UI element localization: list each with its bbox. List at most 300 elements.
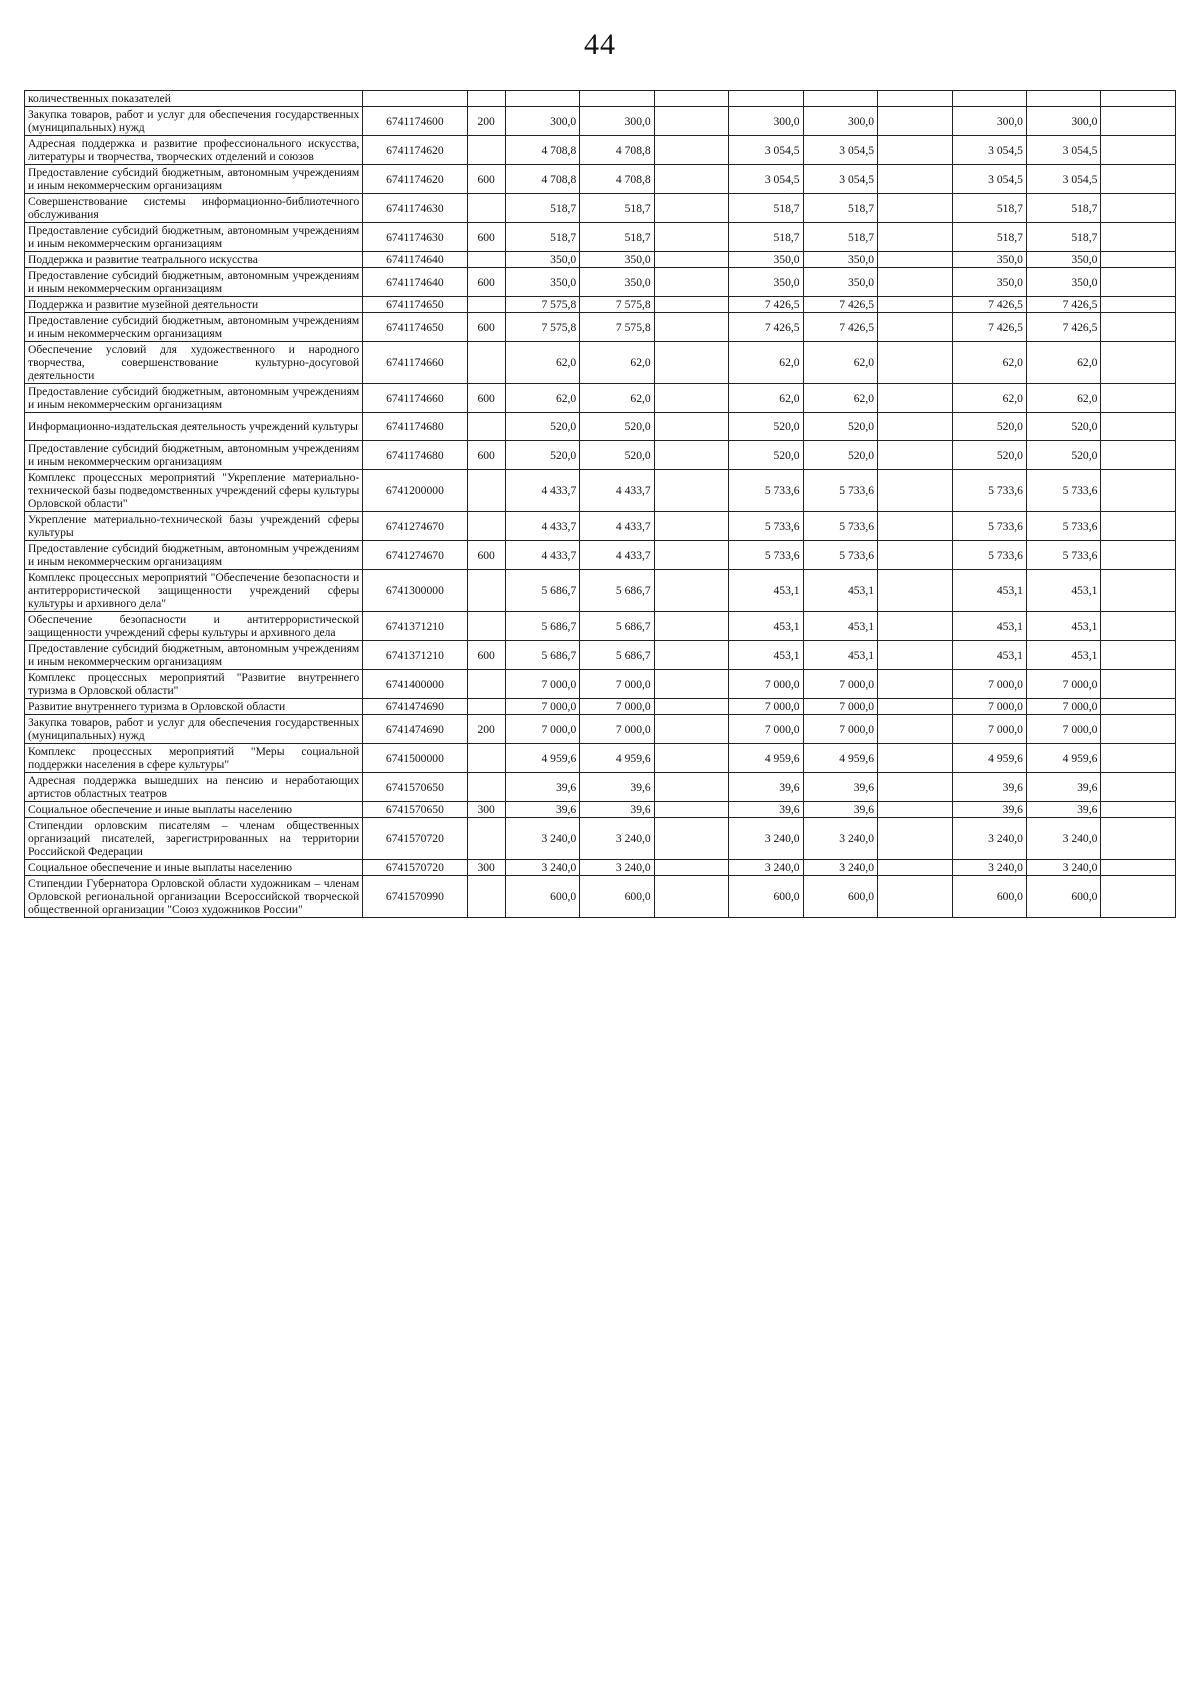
value-8-cell: 62,0 xyxy=(1026,384,1100,413)
value-1-cell: 5 686,7 xyxy=(505,641,579,670)
value-2-cell: 62,0 xyxy=(580,342,654,384)
value-4-cell: 5 733,6 xyxy=(729,541,803,570)
value-1-cell: 5 686,7 xyxy=(505,612,579,641)
value-9-cell xyxy=(1101,699,1176,715)
value-9-cell xyxy=(1101,223,1176,252)
value-3-cell xyxy=(654,384,728,413)
value-8-cell: 518,7 xyxy=(1026,223,1100,252)
value-9-cell xyxy=(1101,641,1176,670)
value-6-cell xyxy=(878,384,952,413)
value-2-cell: 39,6 xyxy=(580,773,654,802)
row-name-cell: Предоставление субсидий бюджетным, автономным учреждениям и иным некоммерческим организациям xyxy=(25,223,363,252)
expense-type-cell xyxy=(467,342,505,384)
value-6-cell xyxy=(878,136,952,165)
value-8-cell: 3 240,0 xyxy=(1026,860,1100,876)
value-1-cell: 39,6 xyxy=(505,773,579,802)
value-7-cell xyxy=(952,91,1026,107)
value-9-cell xyxy=(1101,818,1176,860)
value-3-cell xyxy=(654,194,728,223)
value-2-cell: 518,7 xyxy=(580,223,654,252)
value-8-cell: 518,7 xyxy=(1026,194,1100,223)
value-1-cell: 4 708,8 xyxy=(505,165,579,194)
value-6-cell xyxy=(878,860,952,876)
expense-type-cell: 600 xyxy=(467,441,505,470)
budget-code-cell: 6741174650 xyxy=(363,313,467,342)
value-3-cell xyxy=(654,570,728,612)
value-5-cell: 7 000,0 xyxy=(803,670,877,699)
value-9-cell xyxy=(1101,413,1176,441)
table-row xyxy=(25,470,1176,512)
table-row xyxy=(25,194,1176,223)
budget-code-cell: 6741174630 xyxy=(363,194,467,223)
value-1-cell: 62,0 xyxy=(505,384,579,413)
value-8-cell: 7 000,0 xyxy=(1026,715,1100,744)
table-row xyxy=(25,715,1176,744)
value-4-cell: 39,6 xyxy=(729,802,803,818)
value-5-cell: 62,0 xyxy=(803,342,877,384)
row-name-cell: Предоставление субсидий бюджетным, автономным учреждениям и иным некоммерческим организациям xyxy=(25,268,363,297)
budget-code-cell: 6741400000 xyxy=(363,670,467,699)
value-9-cell xyxy=(1101,612,1176,641)
budget-code-cell: 6741174680 xyxy=(363,441,467,470)
value-2-cell: 39,6 xyxy=(580,802,654,818)
value-2-cell: 350,0 xyxy=(580,268,654,297)
value-6-cell xyxy=(878,670,952,699)
value-5-cell: 518,7 xyxy=(803,223,877,252)
value-6-cell xyxy=(878,773,952,802)
value-4-cell: 520,0 xyxy=(729,441,803,470)
row-name-cell: Развитие внутреннего туризма в Орловской области xyxy=(25,699,363,715)
expense-type-cell xyxy=(467,470,505,512)
value-3-cell xyxy=(654,223,728,252)
value-6-cell xyxy=(878,470,952,512)
row-name-cell: Стипендии Губернатора Орловской области художникам – членам Орловской региональной организации Всероссийской творческой общественной организации "Союз художников России" xyxy=(25,876,363,918)
value-8-cell: 4 959,6 xyxy=(1026,744,1100,773)
value-9-cell xyxy=(1101,297,1176,313)
value-6-cell xyxy=(878,194,952,223)
value-6-cell xyxy=(878,268,952,297)
value-6-cell xyxy=(878,715,952,744)
value-7-cell: 4 959,6 xyxy=(952,744,1026,773)
value-7-cell: 520,0 xyxy=(952,413,1026,441)
value-7-cell: 7 426,5 xyxy=(952,313,1026,342)
value-1-cell: 350,0 xyxy=(505,268,579,297)
value-6-cell xyxy=(878,441,952,470)
value-1-cell: 520,0 xyxy=(505,413,579,441)
value-4-cell: 62,0 xyxy=(729,384,803,413)
expense-type-cell: 600 xyxy=(467,641,505,670)
table-row xyxy=(25,313,1176,342)
value-2-cell: 7 000,0 xyxy=(580,715,654,744)
value-5-cell: 4 959,6 xyxy=(803,744,877,773)
value-9-cell xyxy=(1101,384,1176,413)
value-2-cell xyxy=(580,91,654,107)
value-8-cell: 39,6 xyxy=(1026,802,1100,818)
value-9-cell xyxy=(1101,773,1176,802)
value-6-cell xyxy=(878,570,952,612)
value-7-cell: 453,1 xyxy=(952,570,1026,612)
value-9-cell xyxy=(1101,802,1176,818)
budget-table-container xyxy=(24,90,1176,918)
value-1-cell: 600,0 xyxy=(505,876,579,918)
value-7-cell: 453,1 xyxy=(952,641,1026,670)
row-name-cell: Укрепление материально-технической базы учреждений сферы культуры xyxy=(25,512,363,541)
budget-code-cell: 6741570720 xyxy=(363,818,467,860)
value-6-cell xyxy=(878,165,952,194)
value-4-cell: 39,6 xyxy=(729,773,803,802)
value-5-cell: 3 240,0 xyxy=(803,860,877,876)
value-8-cell: 3 054,5 xyxy=(1026,136,1100,165)
budget-code-cell: 6741474690 xyxy=(363,715,467,744)
budget-code-cell: 6741174600 xyxy=(363,107,467,136)
value-4-cell: 3 054,5 xyxy=(729,136,803,165)
value-5-cell: 5 733,6 xyxy=(803,541,877,570)
value-5-cell: 5 733,6 xyxy=(803,470,877,512)
row-name-cell: Предоставление субсидий бюджетным, автономным учреждениям и иным некоммерческим организациям xyxy=(25,641,363,670)
value-7-cell: 7 000,0 xyxy=(952,715,1026,744)
value-1-cell: 518,7 xyxy=(505,223,579,252)
value-5-cell: 453,1 xyxy=(803,612,877,641)
row-name-cell: Социальное обеспечение и иные выплаты населению xyxy=(25,802,363,818)
value-4-cell: 518,7 xyxy=(729,194,803,223)
value-1-cell: 3 240,0 xyxy=(505,860,579,876)
value-4-cell: 5 733,6 xyxy=(729,512,803,541)
value-2-cell: 7 575,8 xyxy=(580,297,654,313)
value-3-cell xyxy=(654,313,728,342)
table-row xyxy=(25,107,1176,136)
value-2-cell: 4 708,8 xyxy=(580,136,654,165)
value-7-cell: 39,6 xyxy=(952,773,1026,802)
row-name-cell: Адресная поддержка и развитие профессионального искусства, литературы и творчества, творческих отделений и союзов xyxy=(25,136,363,165)
table-row xyxy=(25,802,1176,818)
value-7-cell: 453,1 xyxy=(952,612,1026,641)
value-8-cell: 520,0 xyxy=(1026,441,1100,470)
value-1-cell: 4 433,7 xyxy=(505,541,579,570)
expense-type-cell: 300 xyxy=(467,802,505,818)
expense-type-cell xyxy=(467,612,505,641)
value-5-cell: 7 426,5 xyxy=(803,297,877,313)
value-4-cell: 7 426,5 xyxy=(729,313,803,342)
value-4-cell: 518,7 xyxy=(729,223,803,252)
value-5-cell: 3 054,5 xyxy=(803,165,877,194)
value-9-cell xyxy=(1101,91,1176,107)
value-1-cell: 7 000,0 xyxy=(505,670,579,699)
value-2-cell: 300,0 xyxy=(580,107,654,136)
expense-type-cell xyxy=(467,570,505,612)
expense-type-cell: 600 xyxy=(467,165,505,194)
value-2-cell: 5 686,7 xyxy=(580,570,654,612)
row-name-cell: Предоставление субсидий бюджетным, автономным учреждениям и иным некоммерческим организациям xyxy=(25,384,363,413)
value-7-cell: 7 426,5 xyxy=(952,297,1026,313)
value-7-cell: 350,0 xyxy=(952,268,1026,297)
value-2-cell: 7 000,0 xyxy=(580,699,654,715)
budget-code-cell xyxy=(363,91,467,107)
value-9-cell xyxy=(1101,541,1176,570)
value-4-cell: 453,1 xyxy=(729,612,803,641)
value-3-cell xyxy=(654,268,728,297)
value-1-cell: 4 959,6 xyxy=(505,744,579,773)
value-6-cell xyxy=(878,876,952,918)
value-8-cell: 7 000,0 xyxy=(1026,699,1100,715)
expense-type-cell xyxy=(467,413,505,441)
expense-type-cell xyxy=(467,194,505,223)
value-3-cell xyxy=(654,413,728,441)
table-row xyxy=(25,252,1176,268)
budget-code-cell: 6741174680 xyxy=(363,413,467,441)
value-6-cell xyxy=(878,699,952,715)
budget-code-cell: 6741500000 xyxy=(363,744,467,773)
value-9-cell xyxy=(1101,165,1176,194)
value-7-cell: 7 000,0 xyxy=(952,699,1026,715)
value-7-cell: 520,0 xyxy=(952,441,1026,470)
value-6-cell xyxy=(878,818,952,860)
value-3-cell xyxy=(654,699,728,715)
value-6-cell xyxy=(878,342,952,384)
value-9-cell xyxy=(1101,715,1176,744)
value-9-cell xyxy=(1101,194,1176,223)
budget-code-cell: 6741174630 xyxy=(363,223,467,252)
row-name-cell: Предоставление субсидий бюджетным, автономным учреждениям и иным некоммерческим организациям xyxy=(25,313,363,342)
value-9-cell xyxy=(1101,313,1176,342)
value-4-cell: 600,0 xyxy=(729,876,803,918)
expense-type-cell xyxy=(467,512,505,541)
value-5-cell: 350,0 xyxy=(803,268,877,297)
value-1-cell: 62,0 xyxy=(505,342,579,384)
value-7-cell: 39,6 xyxy=(952,802,1026,818)
table-row xyxy=(25,641,1176,670)
value-2-cell: 520,0 xyxy=(580,441,654,470)
value-3-cell xyxy=(654,136,728,165)
value-3-cell xyxy=(654,470,728,512)
value-7-cell: 62,0 xyxy=(952,342,1026,384)
value-5-cell: 350,0 xyxy=(803,252,877,268)
value-4-cell: 3 240,0 xyxy=(729,818,803,860)
expense-type-cell xyxy=(467,818,505,860)
table-row xyxy=(25,384,1176,413)
value-4-cell: 350,0 xyxy=(729,268,803,297)
value-4-cell: 7 000,0 xyxy=(729,699,803,715)
value-7-cell: 3 240,0 xyxy=(952,860,1026,876)
value-4-cell: 453,1 xyxy=(729,641,803,670)
budget-code-cell: 6741274670 xyxy=(363,541,467,570)
value-2-cell: 7 575,8 xyxy=(580,313,654,342)
value-8-cell: 7 000,0 xyxy=(1026,670,1100,699)
value-5-cell: 520,0 xyxy=(803,413,877,441)
expense-type-cell: 600 xyxy=(467,313,505,342)
budget-code-cell: 6741174640 xyxy=(363,252,467,268)
value-8-cell xyxy=(1026,91,1100,107)
table-row xyxy=(25,165,1176,194)
value-6-cell xyxy=(878,252,952,268)
value-7-cell: 5 733,6 xyxy=(952,512,1026,541)
row-name-cell: Комплекс процессных мероприятий "Укрепление материально-технической базы подведомственных учреждений сферы культуры Орловской области" xyxy=(25,470,363,512)
value-9-cell xyxy=(1101,441,1176,470)
value-2-cell: 4 433,7 xyxy=(580,470,654,512)
row-name-cell: Поддержка и развитие музейной деятельности xyxy=(25,297,363,313)
value-7-cell: 350,0 xyxy=(952,252,1026,268)
value-8-cell: 3 054,5 xyxy=(1026,165,1100,194)
value-2-cell: 4 959,6 xyxy=(580,744,654,773)
expense-type-cell xyxy=(467,744,505,773)
value-5-cell: 7 000,0 xyxy=(803,715,877,744)
value-1-cell: 7 575,8 xyxy=(505,297,579,313)
value-8-cell: 62,0 xyxy=(1026,342,1100,384)
table-row xyxy=(25,670,1176,699)
row-name-cell: Адресная поддержка вышедших на пенсию и неработающих артистов областных театров xyxy=(25,773,363,802)
value-8-cell: 7 426,5 xyxy=(1026,313,1100,342)
value-1-cell: 4 433,7 xyxy=(505,470,579,512)
value-7-cell: 3 054,5 xyxy=(952,136,1026,165)
expense-type-cell xyxy=(467,136,505,165)
value-3-cell xyxy=(654,715,728,744)
value-9-cell xyxy=(1101,512,1176,541)
value-9-cell xyxy=(1101,252,1176,268)
value-4-cell: 3 240,0 xyxy=(729,860,803,876)
value-8-cell: 600,0 xyxy=(1026,876,1100,918)
value-3-cell xyxy=(654,441,728,470)
value-3-cell xyxy=(654,512,728,541)
expense-type-cell: 300 xyxy=(467,860,505,876)
table-row xyxy=(25,612,1176,641)
row-name-cell: Предоставление субсидий бюджетным, автономным учреждениям и иным некоммерческим организациям xyxy=(25,441,363,470)
budget-table xyxy=(24,90,1176,918)
table-body xyxy=(25,91,1176,918)
budget-code-cell: 6741570720 xyxy=(363,860,467,876)
budget-code-cell: 6741474690 xyxy=(363,699,467,715)
table-row xyxy=(25,860,1176,876)
value-8-cell: 350,0 xyxy=(1026,268,1100,297)
value-2-cell: 62,0 xyxy=(580,384,654,413)
value-4-cell: 5 733,6 xyxy=(729,470,803,512)
value-3-cell xyxy=(654,860,728,876)
value-1-cell: 7 000,0 xyxy=(505,699,579,715)
value-6-cell xyxy=(878,413,952,441)
row-name-cell: Обеспечение безопасности и антитеррористической защищенности учреждений сферы культуры и архивного дела xyxy=(25,612,363,641)
value-8-cell: 7 426,5 xyxy=(1026,297,1100,313)
value-4-cell: 3 054,5 xyxy=(729,165,803,194)
value-8-cell: 5 733,6 xyxy=(1026,512,1100,541)
row-name-cell: Стипендии орловским писателям – членам общественных организаций писателей, зарегистрированных на территории Российской Федерации xyxy=(25,818,363,860)
value-2-cell: 4 433,7 xyxy=(580,541,654,570)
table-row xyxy=(25,223,1176,252)
row-name-cell: Социальное обеспечение и иные выплаты населению xyxy=(25,860,363,876)
value-7-cell: 518,7 xyxy=(952,194,1026,223)
value-7-cell: 7 000,0 xyxy=(952,670,1026,699)
value-6-cell xyxy=(878,802,952,818)
value-9-cell xyxy=(1101,268,1176,297)
row-name-cell: Комплекс процессных мероприятий "Обеспечение безопасности и антитеррористической защищенности учреждений сферы культуры и архивного дела" xyxy=(25,570,363,612)
value-5-cell: 300,0 xyxy=(803,107,877,136)
value-4-cell: 7 000,0 xyxy=(729,715,803,744)
value-2-cell: 3 240,0 xyxy=(580,860,654,876)
value-1-cell: 39,6 xyxy=(505,802,579,818)
value-2-cell: 5 686,7 xyxy=(580,612,654,641)
expense-type-cell xyxy=(467,699,505,715)
value-9-cell xyxy=(1101,570,1176,612)
value-8-cell: 300,0 xyxy=(1026,107,1100,136)
budget-code-cell: 6741371210 xyxy=(363,612,467,641)
page-number: 44 xyxy=(584,28,616,61)
value-5-cell: 518,7 xyxy=(803,194,877,223)
value-5-cell: 453,1 xyxy=(803,641,877,670)
value-5-cell: 39,6 xyxy=(803,802,877,818)
value-5-cell: 600,0 xyxy=(803,876,877,918)
value-1-cell: 5 686,7 xyxy=(505,570,579,612)
row-name-cell: Поддержка и развитие театрального искусства xyxy=(25,252,363,268)
value-1-cell: 3 240,0 xyxy=(505,818,579,860)
value-9-cell xyxy=(1101,860,1176,876)
value-4-cell xyxy=(729,91,803,107)
value-1-cell: 4 708,8 xyxy=(505,136,579,165)
value-5-cell: 39,6 xyxy=(803,773,877,802)
table-row xyxy=(25,91,1176,107)
value-9-cell xyxy=(1101,136,1176,165)
value-3-cell xyxy=(654,107,728,136)
budget-code-cell: 6741300000 xyxy=(363,570,467,612)
value-8-cell: 453,1 xyxy=(1026,612,1100,641)
value-3-cell xyxy=(654,297,728,313)
expense-type-cell xyxy=(467,773,505,802)
expense-type-cell: 200 xyxy=(467,107,505,136)
table-row xyxy=(25,818,1176,860)
row-name-cell: Обеспечение условий для художественного и народного творчества, совершенствование культурно-досуговой деятельности xyxy=(25,342,363,384)
table-row xyxy=(25,512,1176,541)
value-8-cell: 453,1 xyxy=(1026,641,1100,670)
expense-type-cell xyxy=(467,297,505,313)
value-7-cell: 62,0 xyxy=(952,384,1026,413)
expense-type-cell xyxy=(467,876,505,918)
value-4-cell: 300,0 xyxy=(729,107,803,136)
value-7-cell: 5 733,6 xyxy=(952,470,1026,512)
value-2-cell: 518,7 xyxy=(580,194,654,223)
value-7-cell: 5 733,6 xyxy=(952,541,1026,570)
value-3-cell xyxy=(654,252,728,268)
value-2-cell: 350,0 xyxy=(580,252,654,268)
value-5-cell: 3 054,5 xyxy=(803,136,877,165)
value-6-cell xyxy=(878,313,952,342)
row-name-cell: Закупка товаров, работ и услуг для обеспечения государственных (муниципальных) нужд xyxy=(25,107,363,136)
value-4-cell: 350,0 xyxy=(729,252,803,268)
value-2-cell: 5 686,7 xyxy=(580,641,654,670)
value-5-cell: 520,0 xyxy=(803,441,877,470)
value-8-cell: 39,6 xyxy=(1026,773,1100,802)
value-1-cell: 7 575,8 xyxy=(505,313,579,342)
value-1-cell: 7 000,0 xyxy=(505,715,579,744)
table-row xyxy=(25,297,1176,313)
budget-code-cell: 6741570650 xyxy=(363,773,467,802)
value-3-cell xyxy=(654,744,728,773)
value-2-cell: 3 240,0 xyxy=(580,818,654,860)
budget-code-cell: 6741570990 xyxy=(363,876,467,918)
table-row xyxy=(25,570,1176,612)
value-8-cell: 3 240,0 xyxy=(1026,818,1100,860)
value-6-cell xyxy=(878,541,952,570)
value-7-cell: 300,0 xyxy=(952,107,1026,136)
expense-type-cell xyxy=(467,91,505,107)
row-name-cell: Комплекс процессных мероприятий "Развитие внутреннего туризма в Орловской области" xyxy=(25,670,363,699)
value-6-cell xyxy=(878,297,952,313)
value-8-cell: 350,0 xyxy=(1026,252,1100,268)
value-8-cell: 5 733,6 xyxy=(1026,541,1100,570)
value-6-cell xyxy=(878,91,952,107)
value-4-cell: 62,0 xyxy=(729,342,803,384)
value-1-cell: 4 433,7 xyxy=(505,512,579,541)
value-4-cell: 4 959,6 xyxy=(729,744,803,773)
value-5-cell: 7 000,0 xyxy=(803,699,877,715)
table-row xyxy=(25,413,1176,441)
row-name-cell: Совершенствование системы информационно-библиотечного обслуживания xyxy=(25,194,363,223)
value-7-cell: 600,0 xyxy=(952,876,1026,918)
